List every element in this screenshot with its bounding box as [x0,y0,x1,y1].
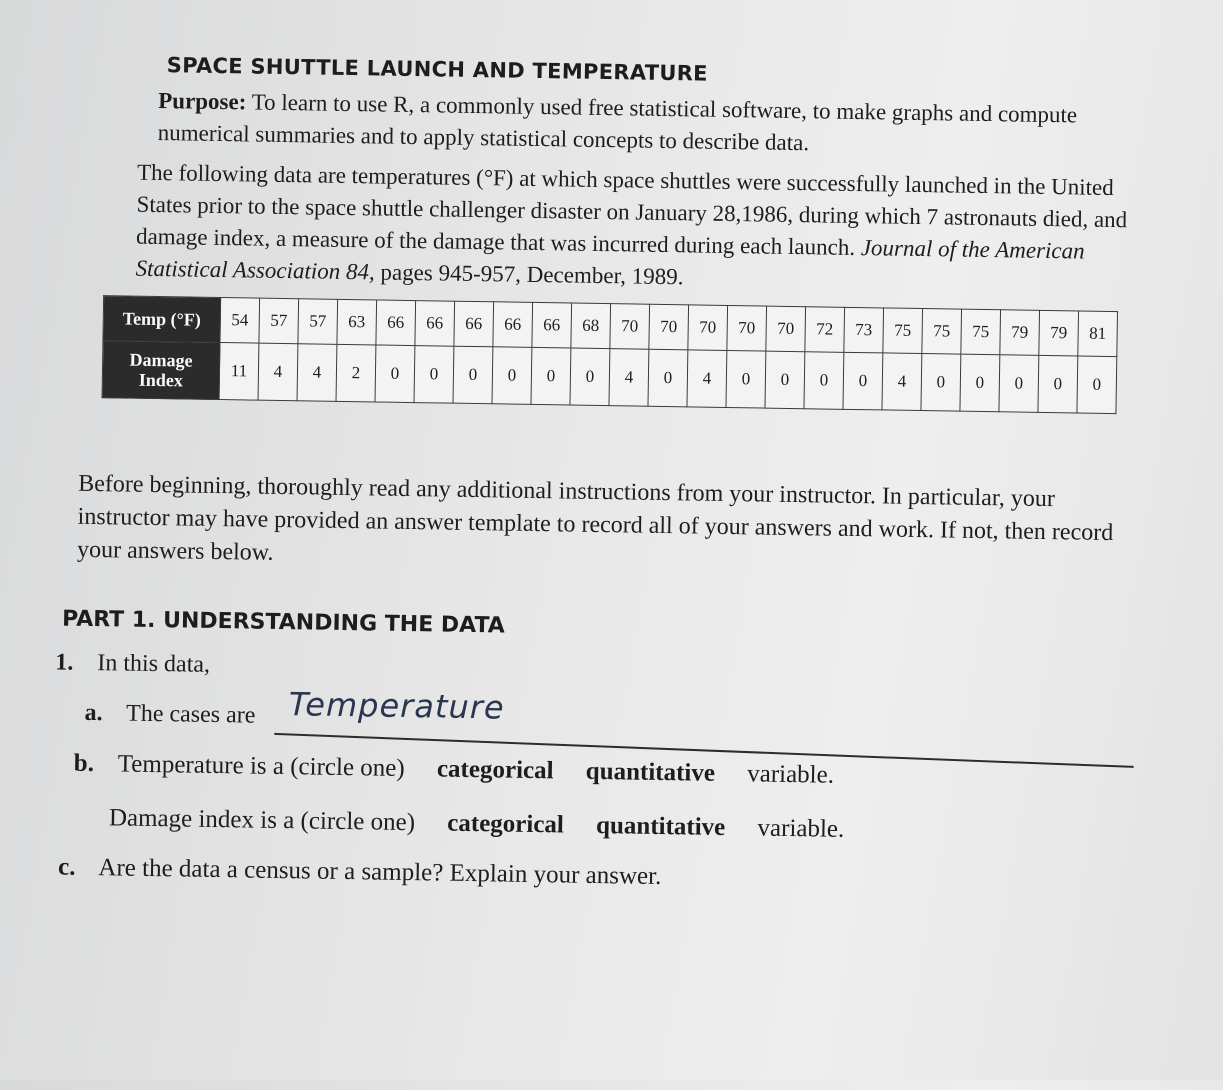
question-1 [55,649,210,678]
damage-cell: 2 [336,344,376,402]
damage-cell: 0 [570,348,610,406]
purpose-paragraph [157,85,1148,165]
temp-cell: 79 [1000,310,1040,356]
temp-cell: 75 [883,308,923,354]
damage-cell: 0 [765,351,805,409]
choice-categorical[interactable]: categorical [447,809,565,839]
citation-pages: pages 945-957, December, 1989. [380,259,684,290]
damage-cell: 4 [609,349,649,407]
handwritten-answer: Temperature [288,685,505,727]
damage-cell: 0 [804,352,844,410]
question-text: Temperature is a (circle one) [117,750,405,782]
purpose-text: To learn to use R, a commonly used free statistical software, to make graphs and compute numerical summaries and to apply statistical concepts to describe data. [157,89,1078,156]
data-description [135,157,1147,301]
temp-cell: 70 [727,305,767,351]
temp-header: Temp (°F) [103,296,221,343]
temp-cell: 66 [532,302,572,348]
variable-label: variable. [757,814,845,843]
temp-cell: 54 [220,298,260,344]
question-1a [84,700,255,730]
damage-cell: 0 [648,349,688,407]
question-letter: a. [84,699,103,727]
damage-cell: 0 [999,355,1039,413]
question-number: 1. [55,649,74,676]
damage-cell: 4 [687,350,727,408]
damage-cell: 0 [492,347,532,405]
temp-cell: 72 [805,307,845,353]
damage-cell: 0 [843,352,883,410]
question-1c [58,854,662,891]
damage-header: Damage Index [102,341,220,400]
temp-cell: 75 [961,309,1001,355]
temp-cell: 66 [493,302,533,348]
temp-cell: 57 [259,298,299,344]
temp-cell: 70 [649,304,689,350]
damage-cell: 4 [297,344,337,402]
launch-data-table [102,295,1118,414]
page-title: SPACE SHUTTLE LAUNCH AND TEMPERATURE [166,53,709,86]
temp-cell: 70 [610,304,650,350]
temp-cell: 57 [298,299,338,345]
temp-cell: 70 [766,306,806,352]
description-text: The following data are temperatures (°F) at which space shuttles were successfully launched in the United States prior to the space shuttle challenger disaster on January 28,1986, during which 7 astronauts died, and damage index, a measure of the damage that was incurred during each launch. [135,159,1128,260]
question-text: The cases are [125,700,256,729]
temp-cell: 79 [1039,310,1079,356]
damage-cell: 4 [258,343,298,401]
damage-cell: 0 [726,350,766,408]
question-1b [74,750,835,790]
temp-cell: 66 [454,301,494,347]
temp-cell: 68 [571,303,611,349]
question-1b-damage [109,804,845,844]
choice-quantitative[interactable]: quantitative [585,757,716,787]
temp-cell: 66 [415,301,455,347]
damage-cell: 0 [453,346,493,404]
damage-cell: 0 [1077,356,1117,414]
citation-journal: Journal of the American Statistical Association 84, [135,235,1085,285]
damage-cell: 0 [960,354,1000,412]
question-text: Damage index is a (circle one) [108,804,416,837]
variable-label: variable. [747,760,835,789]
question-letter: b. [73,749,95,778]
question-letter: c. [57,853,76,881]
choice-categorical[interactable]: categorical [436,755,554,785]
question-text: Are the data a census or a sample? Explain your answer. [98,854,662,891]
temp-cell: 81 [1078,311,1118,357]
question-text: In this data, [97,650,211,678]
damage-cell: 11 [219,343,259,401]
temp-cell: 63 [337,299,377,345]
temp-cell: 70 [688,305,728,351]
temp-cell: 73 [844,307,884,353]
damage-cell: 4 [882,353,922,411]
temp-cell: 75 [922,309,962,355]
temp-cell: 66 [376,300,416,346]
damage-cell: 0 [531,347,571,405]
part1-heading: PART 1. UNDERSTANDING THE DATA [61,606,505,639]
damage-cell: 0 [921,354,961,412]
damage-cell: 0 [1038,355,1078,413]
instructions-paragraph: Before beginning, thoroughly read any additional instructions from your instructor. In particular, your instructor may have provided an answer template to record all of your answers and work. If not, then record your answers below. [76,470,1114,566]
damage-cell: 0 [414,346,454,404]
choice-quantitative[interactable]: quantitative [595,811,726,842]
damage-cell: 0 [375,345,415,403]
purpose-label: Purpose: [158,88,247,115]
